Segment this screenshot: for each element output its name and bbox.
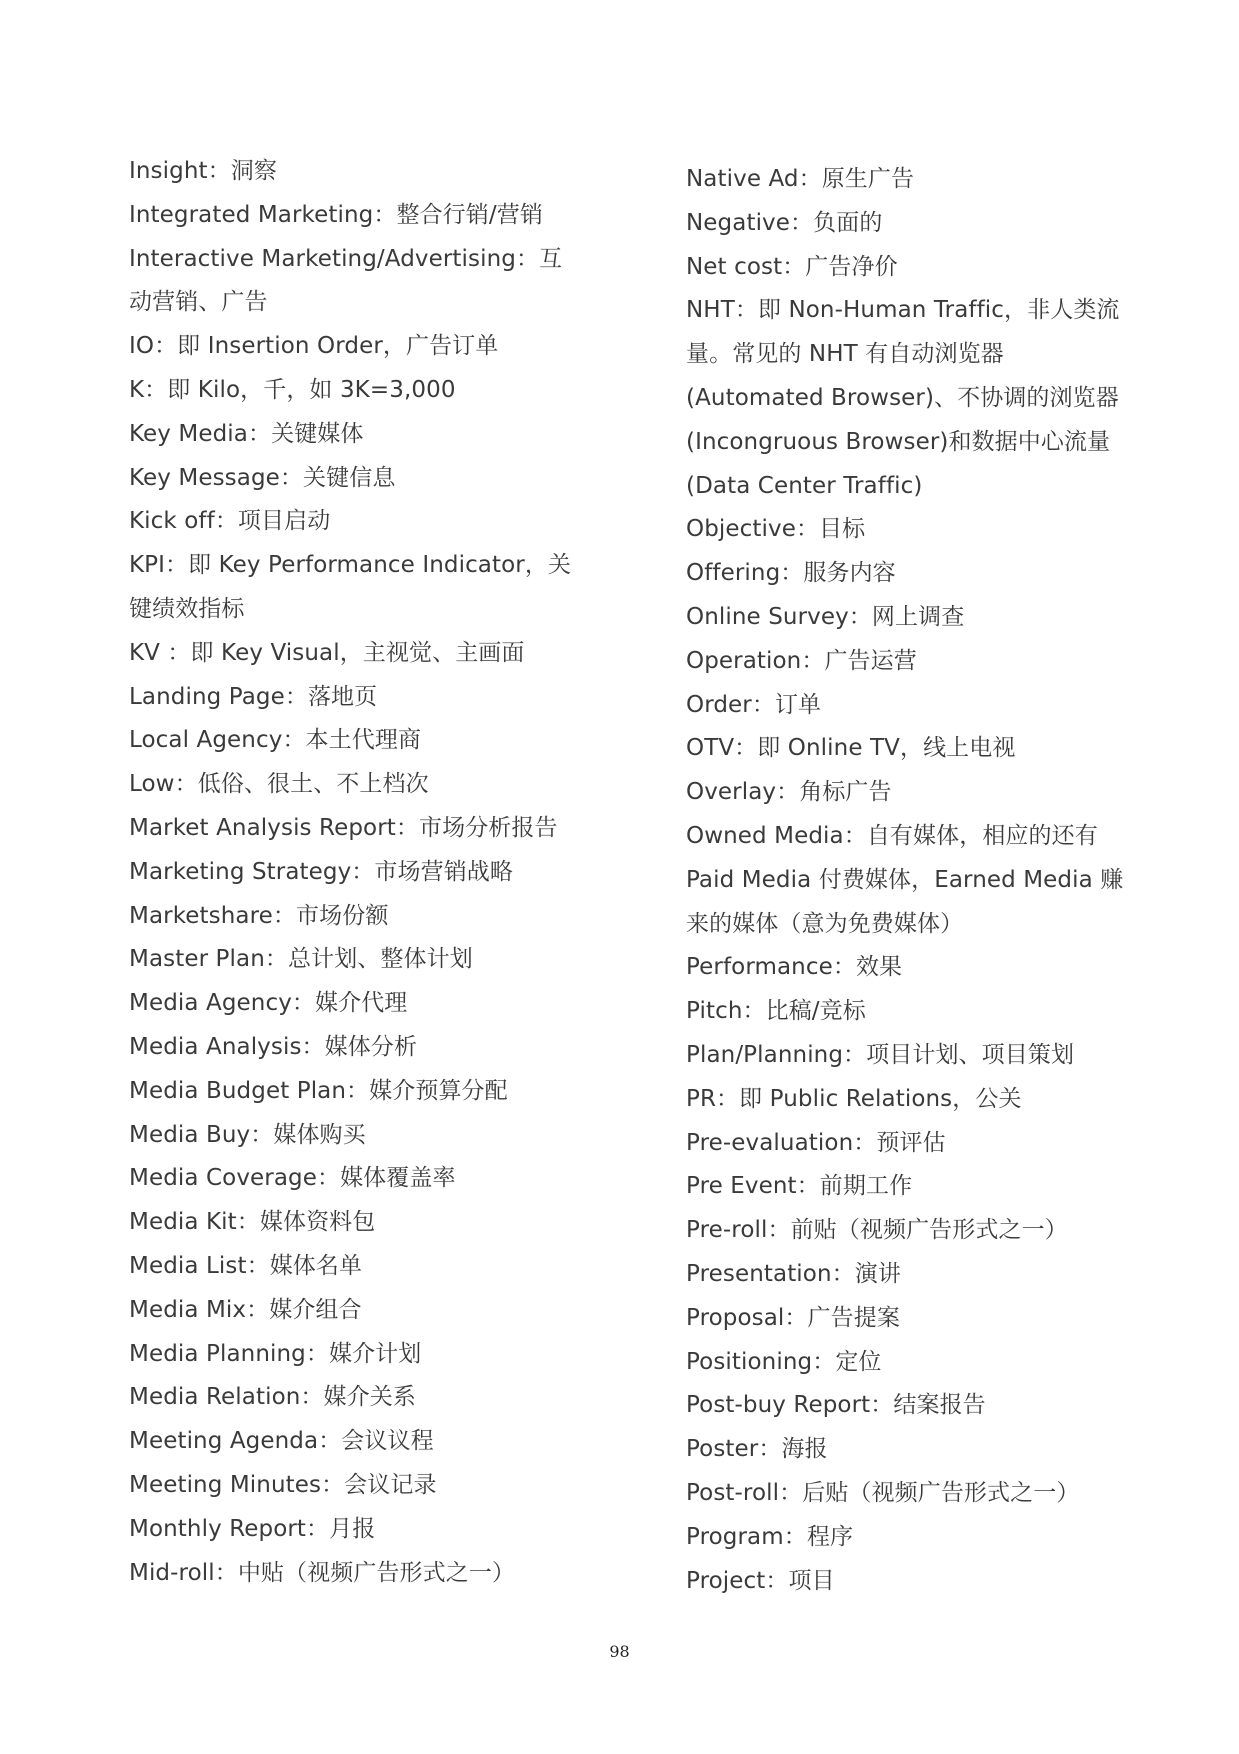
glossary-line: (Data Center Traffic) bbox=[686, 472, 923, 499]
glossary-line: Interactive Marketing/Advertising：互 bbox=[129, 245, 563, 272]
glossary-line: Master Plan：总计划、整体计划 bbox=[129, 946, 473, 973]
glossary-line: Offering：服务内容 bbox=[686, 560, 896, 587]
glossary-line: Objective：目标 bbox=[686, 516, 866, 543]
glossary-line: KV ：即 Key Visual，主视觉、主画面 bbox=[129, 639, 525, 666]
glossary-line: Media List：媒体名单 bbox=[129, 1252, 363, 1279]
glossary-line: 键绩效指标 bbox=[129, 595, 245, 622]
glossary-line: Key Media：关键媒体 bbox=[129, 420, 364, 447]
glossary-line: Pre Event：前期工作 bbox=[686, 1173, 913, 1200]
glossary-line: Kick off：项目启动 bbox=[129, 508, 331, 535]
glossary-line: Media Analysis：媒体分析 bbox=[129, 1033, 418, 1060]
glossary-line: Mid-roll：中贴（视频广告形式之一） bbox=[129, 1559, 516, 1586]
glossary-line: Media Planning：媒介计划 bbox=[129, 1340, 422, 1367]
glossary-line: K：即 Kilo，千，如 3K=3,000 bbox=[129, 376, 456, 403]
glossary-line: OTV：即 Online TV，线上电视 bbox=[686, 735, 1016, 762]
glossary-line: Local Agency：本土代理商 bbox=[129, 727, 422, 754]
glossary-line: Proposal：广告提案 bbox=[686, 1304, 900, 1331]
glossary-line: KPI：即 Key Performance Indicator，关 bbox=[129, 552, 572, 579]
glossary-line: (Incongruous Browser)和数据中心流量 bbox=[686, 428, 1111, 455]
glossary-line: Media Buy：媒体购买 bbox=[129, 1121, 366, 1148]
glossary-line: Poster：海报 bbox=[686, 1436, 828, 1463]
glossary-line: Media Agency：媒介代理 bbox=[129, 990, 408, 1017]
glossary-line: PR：即 Public Relations，公关 bbox=[686, 1085, 1022, 1112]
glossary-line: Net cost：广告净价 bbox=[686, 253, 898, 280]
glossary-line: Key Message：关键信息 bbox=[129, 464, 396, 491]
glossary-line: Order：订单 bbox=[686, 691, 822, 718]
glossary-line: Media Mix：媒介组合 bbox=[129, 1296, 362, 1323]
glossary-line: Performance：效果 bbox=[686, 954, 903, 981]
glossary-line: Owned Media：自有媒体，相应的还有 bbox=[686, 822, 1098, 849]
glossary-line: Plan/Planning：项目计划、项目策划 bbox=[686, 1041, 1075, 1068]
glossary-line: Media Kit：媒体资料包 bbox=[129, 1209, 376, 1236]
glossary-line: Post-buy Report：结案报告 bbox=[686, 1392, 986, 1419]
glossary-line: Pre-evaluation：预评估 bbox=[686, 1129, 946, 1156]
glossary-line: NHT：即 Non-Human Traffic，非人类流 bbox=[686, 297, 1120, 324]
glossary-line: Online Survey：网上调查 bbox=[686, 603, 965, 630]
glossary-line: Market Analysis Report：市场分析报告 bbox=[129, 814, 558, 841]
glossary-line: Marketshare：市场份额 bbox=[129, 902, 389, 929]
glossary-line: Pitch：比稿/竞标 bbox=[686, 998, 866, 1025]
glossary-line: Media Coverage：媒体覆盖率 bbox=[129, 1165, 456, 1192]
glossary-line: Landing Page：落地页 bbox=[129, 683, 378, 710]
glossary-line: Media Relation：媒介关系 bbox=[129, 1384, 416, 1411]
glossary-line: Integrated Marketing：整合行销/营销 bbox=[129, 201, 543, 228]
glossary-line: 动营销、广告 bbox=[129, 289, 268, 316]
glossary-line: Meeting Agenda：会议议程 bbox=[129, 1428, 434, 1455]
page-number: 98 bbox=[609, 1642, 630, 1661]
glossary-right-column bbox=[686, 158, 1131, 1603]
glossary-left-column bbox=[129, 150, 572, 1595]
glossary-line: Marketing Strategy：市场营销战略 bbox=[129, 858, 513, 885]
glossary-line: Overlay：角标广告 bbox=[686, 779, 892, 806]
glossary-line: (Automated Browser)、不协调的浏览器 bbox=[686, 384, 1119, 411]
glossary-line: Low：低俗、很土、不上档次 bbox=[129, 771, 429, 798]
glossary-line: Native Ad：原生广告 bbox=[686, 166, 915, 192]
glossary-line: Negative：负面的 bbox=[686, 209, 883, 236]
glossary-line: Program：程序 bbox=[686, 1523, 854, 1550]
glossary-line: Project：项目 bbox=[686, 1567, 835, 1594]
glossary-line: Monthly Report：月报 bbox=[129, 1515, 376, 1542]
glossary-line: Insight：洞察 bbox=[129, 158, 277, 184]
glossary-line: Paid Media 付费媒体，Earned Media 赚 bbox=[686, 866, 1124, 893]
glossary-line: Pre-roll：前贴（视频广告形式之一） bbox=[686, 1217, 1068, 1244]
glossary-line: 量。常见的 NHT 有自动浏览器 bbox=[686, 341, 1004, 368]
glossary-line: Media Budget Plan：媒介预算分配 bbox=[129, 1077, 508, 1104]
glossary-line: IO：即 Insertion Order，广告订单 bbox=[129, 333, 499, 360]
glossary-line: 来的媒体（意为免费媒体） bbox=[686, 910, 964, 937]
glossary-line: Presentation：演讲 bbox=[686, 1260, 901, 1287]
glossary-line: Positioning：定位 bbox=[686, 1348, 882, 1375]
glossary-line: Meeting Minutes：会议记录 bbox=[129, 1471, 437, 1498]
glossary-line: Operation：广告运营 bbox=[686, 647, 917, 674]
glossary-line: Post-roll：后贴（视频广告形式之一） bbox=[686, 1479, 1080, 1506]
